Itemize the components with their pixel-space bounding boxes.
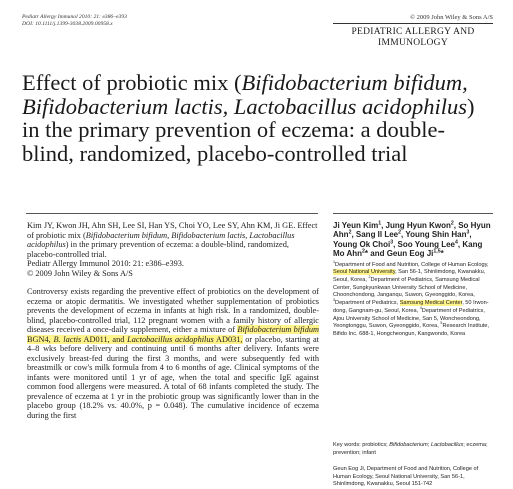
affil-mark: 2 <box>362 248 365 255</box>
citation-text: Kim JY, Kwon JH, Ahn SH, Lee SI, Han YS, Choi YO, Lee SY, Ahn KM, Ji GE. Effect of probiotic mix ( <box>27 221 318 240</box>
strain-name: Bifidobacterium bifidum <box>237 325 319 334</box>
affil-text: , 50 Irwon-dong, Gangnam-gu, Seoul, Korea, <box>333 300 489 314</box>
journal-name <box>333 27 493 49</box>
author-name: * and Geun Eog Ji <box>364 249 434 259</box>
divider-rule <box>26 213 318 214</box>
keyword-italic: Bifidobacterium <box>389 442 428 448</box>
strain-code: AD031, <box>213 334 243 344</box>
affil-mark: 4 <box>455 239 458 246</box>
affil-text: Department of Pediatrics, Samsung Medical Center, Sungkyunkwan University School of Medicine, Choonchondong, Janganqu, Suwon, Gyeonggido, Korea, <box>333 277 480 299</box>
keyword-sep: ; <box>427 442 431 448</box>
affil-mark: 1 <box>378 220 382 227</box>
affil-text: Department of Pediatrics, Ajou University School of Medicine, San 5, Woncheondong, Yeongtonggu, Suwon, Gyeonggido, Korea, <box>333 307 485 330</box>
affil-mark: 3 <box>390 239 394 246</box>
author-name: , Soo Young Lee <box>393 239 456 249</box>
affil-text: Department of Pediatrics, <box>335 300 400 307</box>
journal-masthead <box>333 14 493 49</box>
citation-species: Bifidobacterium bifidum, Bifidobacterium lactis, Lactobacillus acidophilus <box>27 230 295 249</box>
author-name: , Sang Il Lee <box>351 230 399 240</box>
affil-mark: 3 <box>466 229 470 236</box>
author-name: , Kang Mo Ahn <box>333 239 483 259</box>
divider-rule <box>333 213 493 214</box>
affil-mark: 3 <box>333 298 336 303</box>
author-name: * <box>440 249 444 259</box>
citation-block <box>27 221 319 278</box>
citation-line: Pediatr Allergy Immunol 2010: 21: e386–e393 <box>22 14 127 20</box>
keywords <box>333 442 495 457</box>
copyright-notice: © 2009 John Wiley & Sons A/S <box>333 14 493 24</box>
affil-mark: 2 <box>348 229 352 236</box>
keywords-label: Key words: probiotics; <box>333 442 390 448</box>
affil-mark: 2 <box>368 275 371 280</box>
correspondence-address: Geun Eog Ji, Department of Food and Nutrition, College of Human Ecology, Seoul National University, San 56-1, Shinlimdong, Kwanakku, Seoul 151-742 <box>333 466 479 488</box>
abstract <box>27 287 319 420</box>
author-name: Ji Yeun Kim <box>333 221 379 230</box>
strain-code: BGN4, <box>27 334 54 344</box>
highlighted-institution: Samsung Medical Center <box>399 300 463 307</box>
keyword-italic: Lactobacillus <box>430 442 464 448</box>
strain-code: AD011, and <box>81 334 128 344</box>
strain-name: Lactobacillus acidophilus <box>127 334 214 344</box>
abstract-text: or placebo, starting at 4–8 wks before delivery and continuing until 6 months after delivery. Infants were exclusively breast-fed during the first 3 months, and were subsequently fed with breastmilk or cow's milk formula from 4 to 6 months of age. Clinical symptoms of the infants were monitored until 1 yr of age, when the total and specific IgE against common food allergens were measured. A total of 68 infants completed the study. The prevalence of eczema at 1 yr in the probiotic group was significantly lower than in the placebo group (18.2% vs. 40.0%, p = 0.048). The cumulative incidence of eczema during the first <box>27 334 319 420</box>
affil-text: Department of Food and Nutrition, College of Human Ecology, <box>335 261 489 268</box>
highlighted-institution: Seoul National University <box>333 269 396 276</box>
affil-mark: 4 <box>419 305 422 310</box>
citation-copyright: © 2009 John Wiley & Sons A/S <box>27 268 133 278</box>
title-part: Effect of probiotic mix ( <box>22 70 242 95</box>
journal-citation-header <box>22 14 127 28</box>
affil-mark: 1,5 <box>433 248 441 255</box>
strain-name: B. lactis <box>53 334 82 344</box>
affil-mark: 1 <box>333 259 336 264</box>
affil-text: , San 56-1, Shinlimdong, Kwanakku, Seoul, Korea, <box>333 269 486 284</box>
article-title <box>22 71 492 165</box>
abstract-text: Controversy exists regarding the preventive effect of probiotics on the development of eczema or atopic dermatitis. We investigated whether supplementation of probiotics prevents the development of eczema in infants at high risk. In a randomized, double-blind, placebo-controlled trial, 112 pregnant women with a family history of allergic diseases received a once-daily supplement, either a mixture of <box>27 287 319 334</box>
affil-mark: 2 <box>450 220 454 227</box>
title-part: ) in the primary prevention of eczema: a double-blind, randomized, placebo-controlled trial <box>22 93 475 166</box>
keyword-text: ; eczema; prevention; infant <box>333 442 488 456</box>
author-name: , Jung Hyun Kwon <box>381 221 451 230</box>
author-name: , Young Ok Choi <box>333 230 472 249</box>
affiliations <box>333 259 495 339</box>
right-column <box>333 220 495 488</box>
affil-mark: 5 <box>440 321 443 326</box>
title-species-italic: Bifidobacterium bifidum, Bifidobacterium lactis, Lactobacillus acidophilus <box>22 70 468 119</box>
doi-line: DOI: 10.1111/j.1399-3038.2009.00958.x <box>22 21 113 27</box>
author-list <box>333 221 495 259</box>
affil-mark: 2 <box>398 229 402 236</box>
author-name: , So Hyun Ahn <box>333 221 491 240</box>
citation-journal: Pediatr Allergy Immunol 2010: 21: e386–e393. <box>27 259 185 268</box>
journal-name-line: IMMUNOLOGY <box>377 38 449 48</box>
affil-text: Research Institute, Bifido Inc. 688-1, Hongcheongun, Kangwondo, Korea <box>333 323 490 337</box>
journal-name-line: PEDIATRIC ALLERGY AND <box>351 27 475 37</box>
author-name: , Young Shin Han <box>401 230 467 240</box>
left-column <box>27 221 319 420</box>
citation-text: ) in the primary prevention of eczema: a double-blind, randomized, placebo-controlled trial. <box>27 240 289 259</box>
